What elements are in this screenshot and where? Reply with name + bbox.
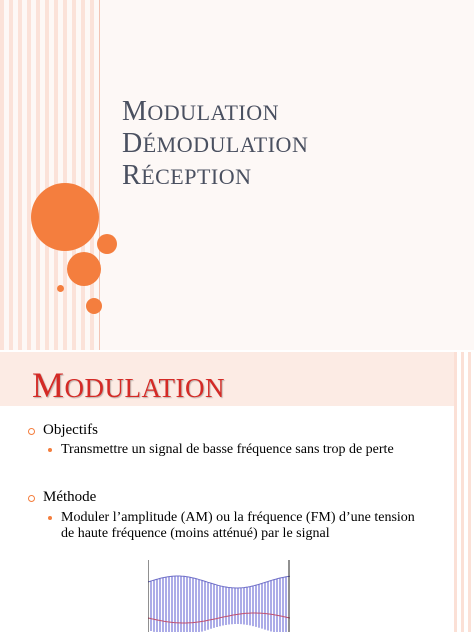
slide-modulation <box>0 352 474 632</box>
title-line-modulation: MODULATION <box>122 96 279 127</box>
circle-small-bottom <box>86 298 102 314</box>
slide-heading: MODULATION <box>32 365 225 405</box>
circle-tiny <box>57 285 64 292</box>
carrier-wave <box>151 576 286 632</box>
slide-title-text <box>122 96 462 192</box>
bullet-dot-icon <box>48 516 52 520</box>
circle-large <box>31 183 99 251</box>
circle-medium <box>67 252 101 286</box>
modulated-signal-figure <box>148 560 290 632</box>
decorative-stripes-right <box>454 352 474 632</box>
bullet-ring-icon <box>28 495 35 502</box>
list-item-text: Moduler l’amplitude (AM) ou la fréquence (FM) d’une tension de haute fréquence (moins atténué) par le signal <box>61 510 415 541</box>
bullet-ring-icon <box>28 428 35 435</box>
decorative-stripes <box>0 0 100 350</box>
list-item-text: Transmettre un signal de basse fréquence sans trop de perte <box>61 442 394 457</box>
title-line-demodulation: DÉMODULATION <box>122 128 309 159</box>
bullet-dot-icon <box>48 448 52 452</box>
divider-line <box>99 0 100 350</box>
section-heading: Objectifs <box>43 422 98 438</box>
circle-small <box>97 234 117 254</box>
section-heading: Méthode <box>43 489 97 505</box>
title-line-reception: RÉCEPTION <box>122 160 252 191</box>
